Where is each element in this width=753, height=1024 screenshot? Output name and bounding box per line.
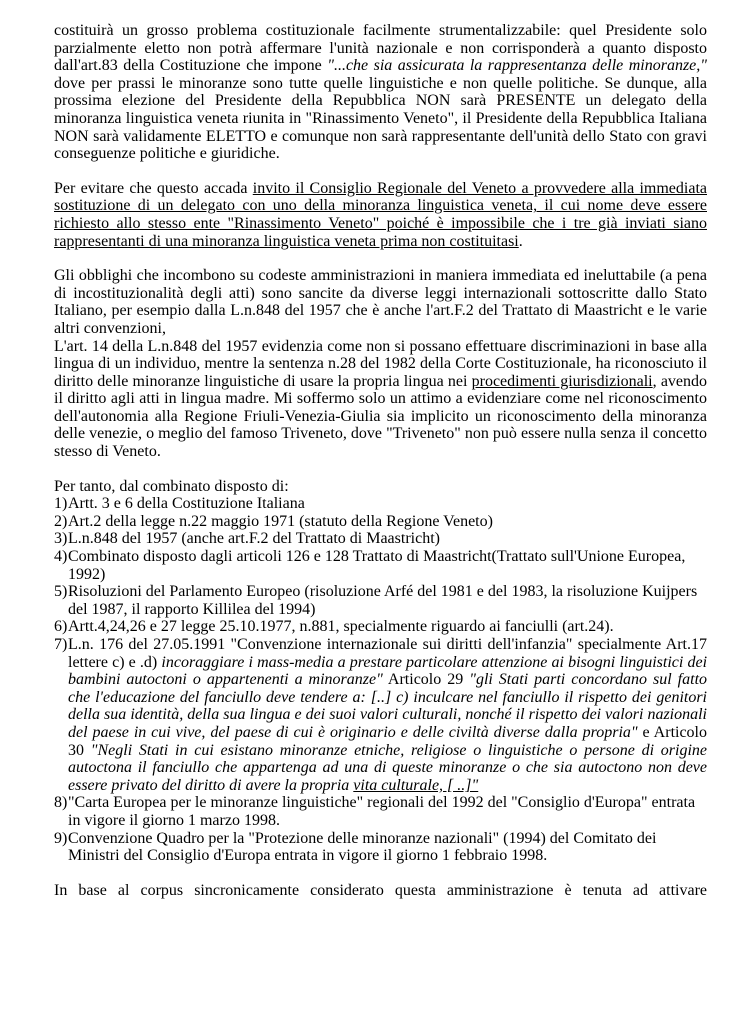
list-item: 5) Risoluzioni del Parlamento Europeo (risoluzione Arfé del 1981 e del 1983, la risoluzione Kuijpers del 1987, il rapporto Killilea del 1994) [54,583,698,618]
legal-references-list [54,495,707,864]
paragraph-request: Per evitare che questo accada invito il Consiglio Regionale del Veneto a provvedere alla immediata sostituzione di un delegato con uno della minoranza linguistica veneta, il cui nome deve essere richiesto allo stesso ente "Rinassimento Veneto" poiché è impossibile che i tre già inviati siano rappresentanti di una minoranza linguistica veneta prima non costituitasi. [54,179,707,250]
list-item: 2) Art.2 della legge n.22 maggio 1971 (statuto della Regione Veneto) [54,512,493,530]
paragraph-constitutional-problem: costituirà un grosso problema costituzionale facilmente strumentalizzabile: quel Presidente solo parzialmente eletto non potrà affermare l'unità nazionale e non corrisponderà a quanto disposto dall'art.83 della Costituzione che impone "...che sia assicurata la rappresentanza delle minoranze," dove per prassi le minoranze sono tutte quelle linguistiche e non quelle politiche. Se dunque, alla prossima elezione del Presidente della Repubblica NON sarà PRESENTE un delegato della minoranza linguistica veneta riunita in "Rinassimento Veneto", il Presidente della Repubblica Italiana NON sarà validamente ELETTO e comunque non sarà rappresentante dell'unità dello Stato con gravi conseguenze politiche e giuridiche. [54,22,708,163]
paragraph-final: In base al corpus sincronicamente considerato questa amministrazione è tenuta ad attivare [54,881,707,899]
list-item: 8) "Carta Europea per le minoranze linguistiche" regionali del 1992 del "Consiglio d'Europa" entrata in vigore il giorno 1 marzo 1998. [54,794,696,829]
paragraph-art-14: L'art. 14 della L.n.848 del 1957 evidenzia come non si possano effettuare discriminazioni in base alla lingua di un individuo, mentre la sentenza n.28 del 1982 della Corte Costituzionale, ha riconosciuto il diritto delle minoranze linguistiche di usare la propria lingua nei procedimenti giurisdizionali, avendo il diritto agli atti in lingua madre. Mi soffermo solo un attimo a evidenziare come nel riconoscimento dell'autonomia alla Regione Friuli-Venezia-Giulia sia implicito un riconoscimento della minoranza delle venezie, o meglio del famoso Triveneto, dove "Triveneto" non può essere nulla senza il concetto stesso di Veneto. [54,337,708,461]
paragraph-obligations: Gli obblighi che incombono su codeste amministrazioni in maniera immediata ed ineluttabile (a pena di incostituzionalità degli atti) sono sancite da diverse leggi internazionali sottoscritte dallo Stato Italiano, per esempio dalla L.n.848 del 1957 che è anche l'art.F.2 del Trattato di Maastricht e le varie altri convenzioni, [54,267,707,337]
underlined-request: invito il Consiglio Regionale del Veneto a provvedere alla immediata sostituzione di un delegato con uno della minoranza linguistica veneta, il cui nome deve essere richiesto allo stesso ente "Rinassimento Veneto" poiché è impossibile che i tre già inviati siano rappresentanti di una minoranza linguistica veneta prima non costituitasi [54,179,707,250]
document-page [54,22,707,899]
list-item: 6) Artt.4,24,26 e 27 legge 25.10.1977, n.881, specialmente riguardo ai fanciulli (art.24). [54,618,614,636]
list-item: 4) Combinato disposto dagli articoli 126 e 128 Trattato di Maastricht(Trattato sull'Unione Europea, 1992) [54,548,686,583]
list-intro: Per tanto, dal combinato disposto di: [54,477,289,495]
underlined-procedimenti: procedimenti giurisdizionali [471,372,653,390]
quote-art-83: "...che sia assicurata la rappresentanza delle minoranze," [327,57,708,75]
list-item: 1) Artt. 3 e 6 della Costituzione Italiana [54,495,305,513]
list-item: 7) L.n. 176 del 27.05.1991 "Convenzione internazionale sui diritti dell'infanzia" specialmente Art.17 lettere c) e .d) incoraggiare i mass-media a prestare particolare attenzione ai bisogni linguistici dei bambini autoctoni o appartenenti a minoranze" Articolo 29 "gli Stati parti concordano sul fatto che l'educazione del fanciullo deve tendere a: [..] c) inculcare nel fanciullo il rispetto dei genitori della sua identità, della sua lingua e dei suoi valori culturali, nonché il rispetto dei valori nazionali del paese in cui vive, del paese di cui è originario e delle civiltà diverse dalla propria" e Articolo 30 "Negli Stati in cui esistano minoranze etniche, religiose o linguistiche o persone di origine autoctona il fanciullo che appartenga ad una di queste minoranze o che sia autoctono non deve essere privato del diritto di avere la propria vita culturale, [ ..]" [54,636,708,794]
list-item: 3) L.n.848 del 1957 (anche art.F.2 del Trattato di Maastricht) [54,530,440,548]
list-item: 9) Convenzione Quadro per la "Protezione delle minoranze nazionali" (1994) del Comitato dei Ministri del Consiglio d'Europa entrata in vigore il giorno 1 febbraio 1998. [54,829,657,865]
